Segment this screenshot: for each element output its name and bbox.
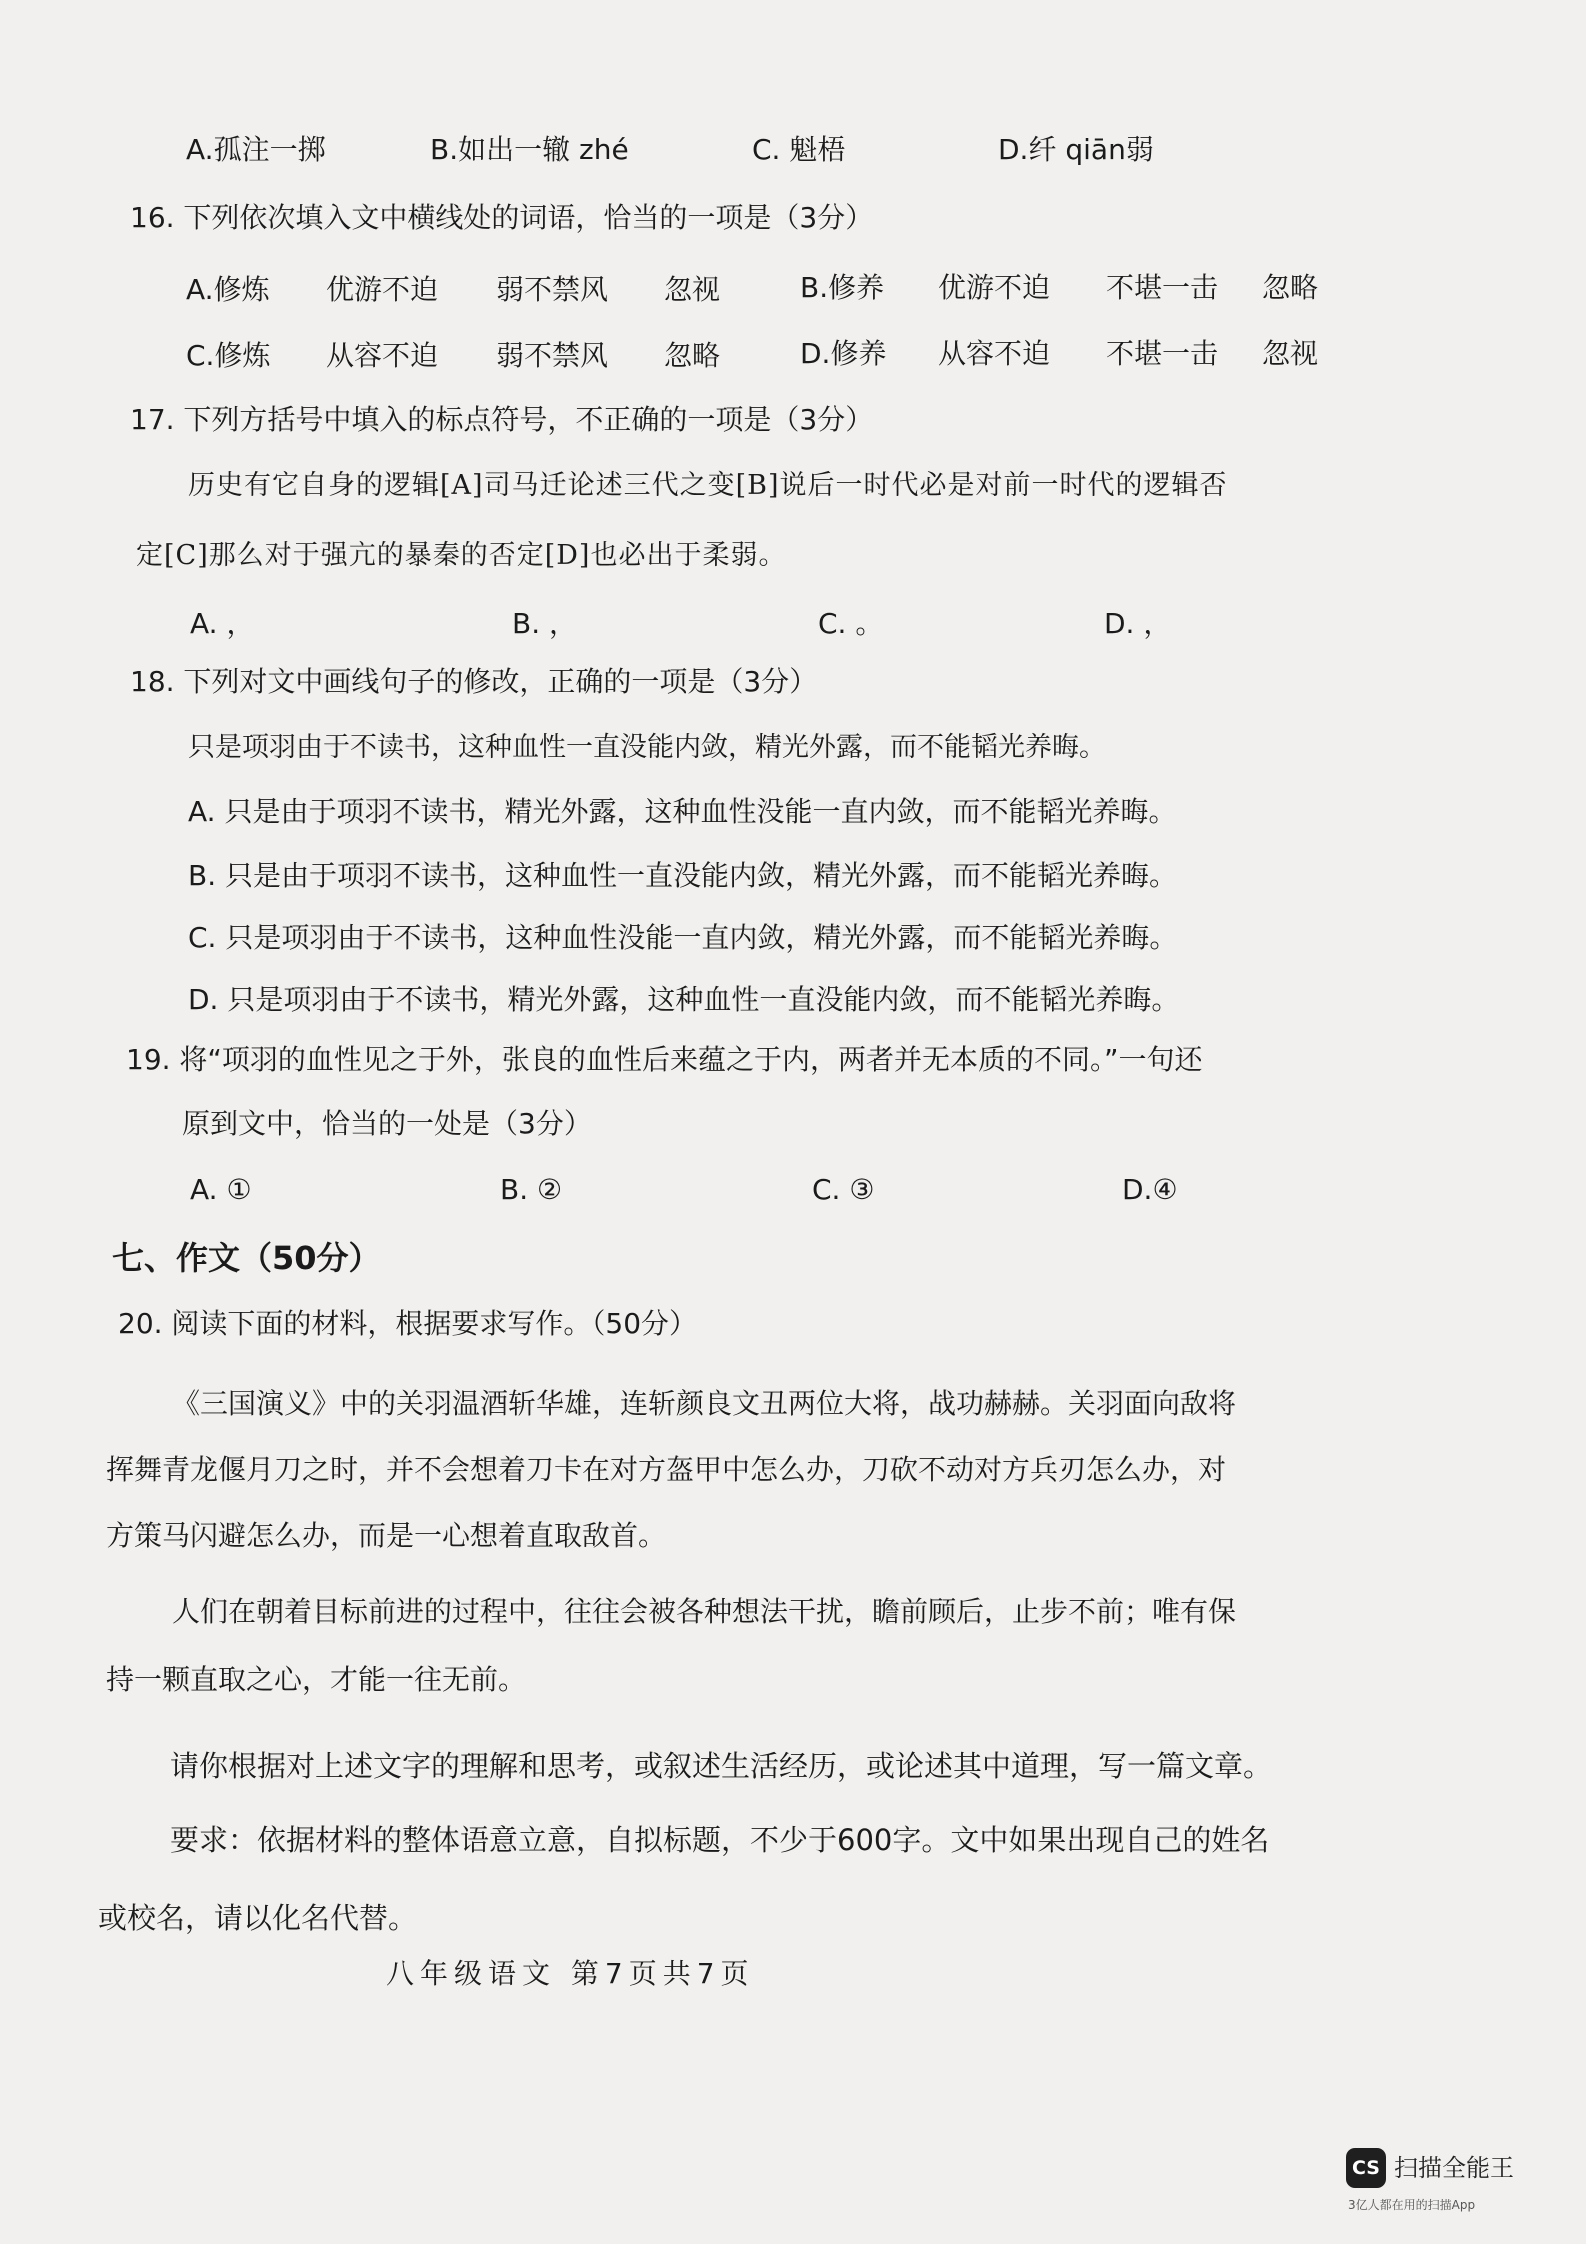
q18-option-a: A. 只是由于项羽不读书，精光外露，这种血性没能一直内敛，而不能韬光养晦。 [188,795,1177,828]
q17-passage-line1: 历史有它自身的逻辑[A]司马迁论述三代之变[B]说后一时代必是对前一时代的逻辑否 [188,470,1228,501]
q18-stem: 18. 下列对文中画线句子的修改，正确的一项是（3分） [130,665,818,698]
q16-b-3: 不堪一击 [1106,271,1219,304]
q15-option-b: B.如出一辙 zhé [430,133,629,166]
q16-a-2: 优游不迫 [326,273,439,306]
q20-stem: 20. 阅读下面的材料，根据要求写作。（50分） [118,1307,698,1340]
q16-d-4: 忽视 [1262,337,1319,370]
q20-material-line5: 持一颗直取之心，才能一往无前。 [106,1663,527,1696]
q19-stem-line1: 19. 将“项羽的血性见之于外，张良的血性后来蕴之于内，两者并无本质的不同。”一句还 [126,1043,1203,1076]
q16-d-3: 不堪一击 [1106,337,1219,370]
q15-option-c: C. 魁梧 [752,133,846,166]
section-heading-composition: 七、作文（50分） [112,1239,381,1277]
q16-b-4: 忽略 [1262,271,1319,304]
q19-option-a: A. ① [190,1173,252,1206]
q15-option-a: A.孤注一掷 [186,133,326,166]
q16-a-1: A.修炼 [186,273,270,306]
q19-option-b: B. ② [500,1173,563,1206]
camscanner-tagline: 3亿人都在用的扫描App [1348,2198,1476,2212]
q20-requirements-line2: 或校名，请以化名代替。 [98,1901,418,1935]
q16-d-1: D.修养 [800,337,887,370]
q18-option-d: D. 只是项羽由于不读书，精光外露，这种血性一直没能内敛，而不能韬光养晦。 [188,983,1180,1016]
q17-passage-line2: 定[C]那么对于强亢的暴秦的否定[D]也必出于柔弱。 [136,540,787,571]
q19-option-d: D.④ [1122,1173,1178,1206]
q16-d-2: 从容不迫 [938,337,1051,370]
q16-a-4: 忽视 [664,273,721,306]
q18-option-b: B. 只是由于项羽不读书，这种血性一直没能内敛，精光外露，而不能韬光养晦。 [188,859,1178,892]
q19-option-c: C. ③ [812,1173,875,1206]
q17-option-c: C. 。 [818,607,884,640]
q17-option-d: D. ， [1104,607,1172,640]
q18-option-c: C. 只是项羽由于不读书，这种血性没能一直内敛，精光外露，而不能韬光养晦。 [188,921,1178,954]
q17-option-a: A. ， [190,607,255,640]
q16-stem: 16. 下列依次填入文中横线处的词语，恰当的一项是（3分） [130,201,874,234]
q20-material-line3: 方策马闪避怎么办，而是一心想着直取敌首。 [106,1519,667,1552]
q16-a-3: 弱不禁风 [496,273,609,306]
q18-sentence: 只是项羽由于不读书，这种血性一直没能内敛，精光外露，而不能韬光养晦。 [188,732,1106,763]
q15-option-d: D.纤 qiān弱 [998,133,1154,166]
q17-stem: 17. 下列方括号中填入的标点符号，不正确的一项是（3分） [130,403,874,436]
q20-requirements-line1: 要求：依据材料的整体语意立意，自拟标题，不少于600字。文中如果出现自己的姓名 [170,1823,1270,1857]
q20-material-line2: 挥舞青龙偃月刀之时，并不会想着刀卡在对方盔甲中怎么办，刀砍不动对方兵刃怎么办，对 [106,1453,1227,1486]
camscanner-logo-icon: CS [1346,2148,1386,2188]
q16-c-3: 弱不禁风 [496,339,609,372]
q16-b-2: 优游不迫 [938,271,1051,304]
q17-option-b: B. ， [512,607,578,640]
q19-stem-line2: 原到文中，恰当的一处是（3分） [182,1107,592,1140]
camscanner-brand: 扫描全能王 [1394,2154,1514,2182]
q16-b-1: B.修养 [800,271,885,304]
q16-c-4: 忽略 [664,339,721,372]
q16-c-2: 从容不迫 [326,339,439,372]
bleed-through-text [140,1150,164,1185]
page-footer: 八年级语文 第7页共7页 [386,1957,755,1990]
q20-material-line1: 《三国演义》中的关羽温酒斩华雄，连斩颜良文丑两位大将，战功赫赫。关羽面向敌将 [172,1387,1237,1420]
q20-prompt: 请你根据对上述文字的理解和思考，或叙述生活经历，或论述其中道理，写一篇文章。 [170,1749,1273,1783]
q16-c-1: C.修炼 [186,339,271,372]
q20-material-line4: 人们在朝着目标前进的过程中，往往会被各种想法干扰，瞻前顾后，止步不前；唯有保 [172,1595,1237,1628]
